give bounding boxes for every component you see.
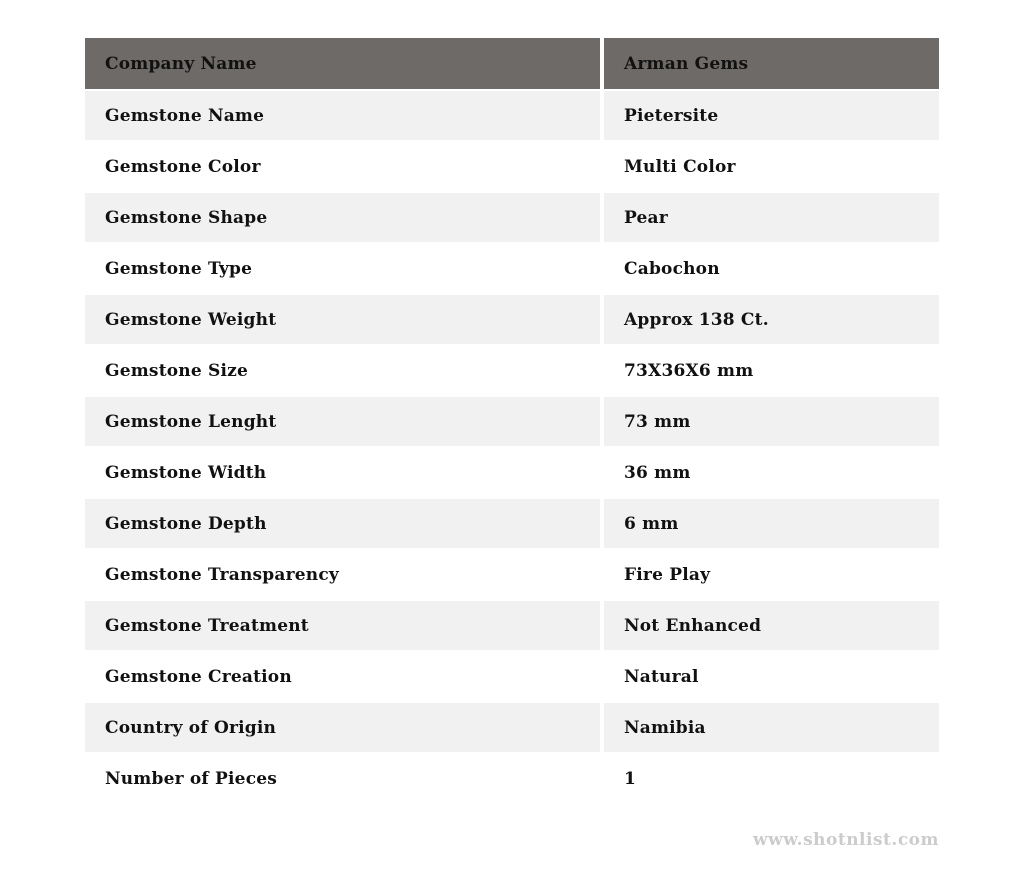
table-row-label: Gemstone Creation [85, 652, 600, 701]
table-row-value: 1 [604, 754, 939, 803]
header-label-cell: Company Name [85, 38, 600, 89]
table-row-value: 73X36X6 mm [604, 346, 939, 395]
table-row-value: 36 mm [604, 448, 939, 497]
table-row-value: Multi Color [604, 142, 939, 191]
table-row-value: Fire Play [604, 550, 939, 599]
table-row-value: Namibia [604, 703, 939, 752]
table-row-label: Gemstone Treatment [85, 601, 600, 650]
table-row-value: Pietersite [604, 91, 939, 140]
watermark-text: www.shotnlist.com [752, 830, 939, 850]
table-row-label: Gemstone Name [85, 91, 600, 140]
table-row-label: Gemstone Lenght [85, 397, 600, 446]
table-row-label: Number of Pieces [85, 754, 600, 803]
table-row-value: Approx 138 Ct. [604, 295, 939, 344]
table-row-value: Natural [604, 652, 939, 701]
table-row-value: 73 mm [604, 397, 939, 446]
table-row-label: Gemstone Size [85, 346, 600, 395]
table-row-label: Country of Origin [85, 703, 600, 752]
table-row-label: Gemstone Transparency [85, 550, 600, 599]
table-row-value: Pear [604, 193, 939, 242]
table-row-label: Gemstone Type [85, 244, 600, 293]
table-row-label: Gemstone Weight [85, 295, 600, 344]
table-row-label: Gemstone Width [85, 448, 600, 497]
gemstone-spec-table [85, 38, 939, 803]
table-row-value: Cabochon [604, 244, 939, 293]
table-row-label: Gemstone Shape [85, 193, 600, 242]
table-row-value: Not Enhanced [604, 601, 939, 650]
table-row-label: Gemstone Color [85, 142, 600, 191]
header-value-cell: Arman Gems [604, 38, 939, 89]
table-row-label: Gemstone Depth [85, 499, 600, 548]
table-row-value: 6 mm [604, 499, 939, 548]
